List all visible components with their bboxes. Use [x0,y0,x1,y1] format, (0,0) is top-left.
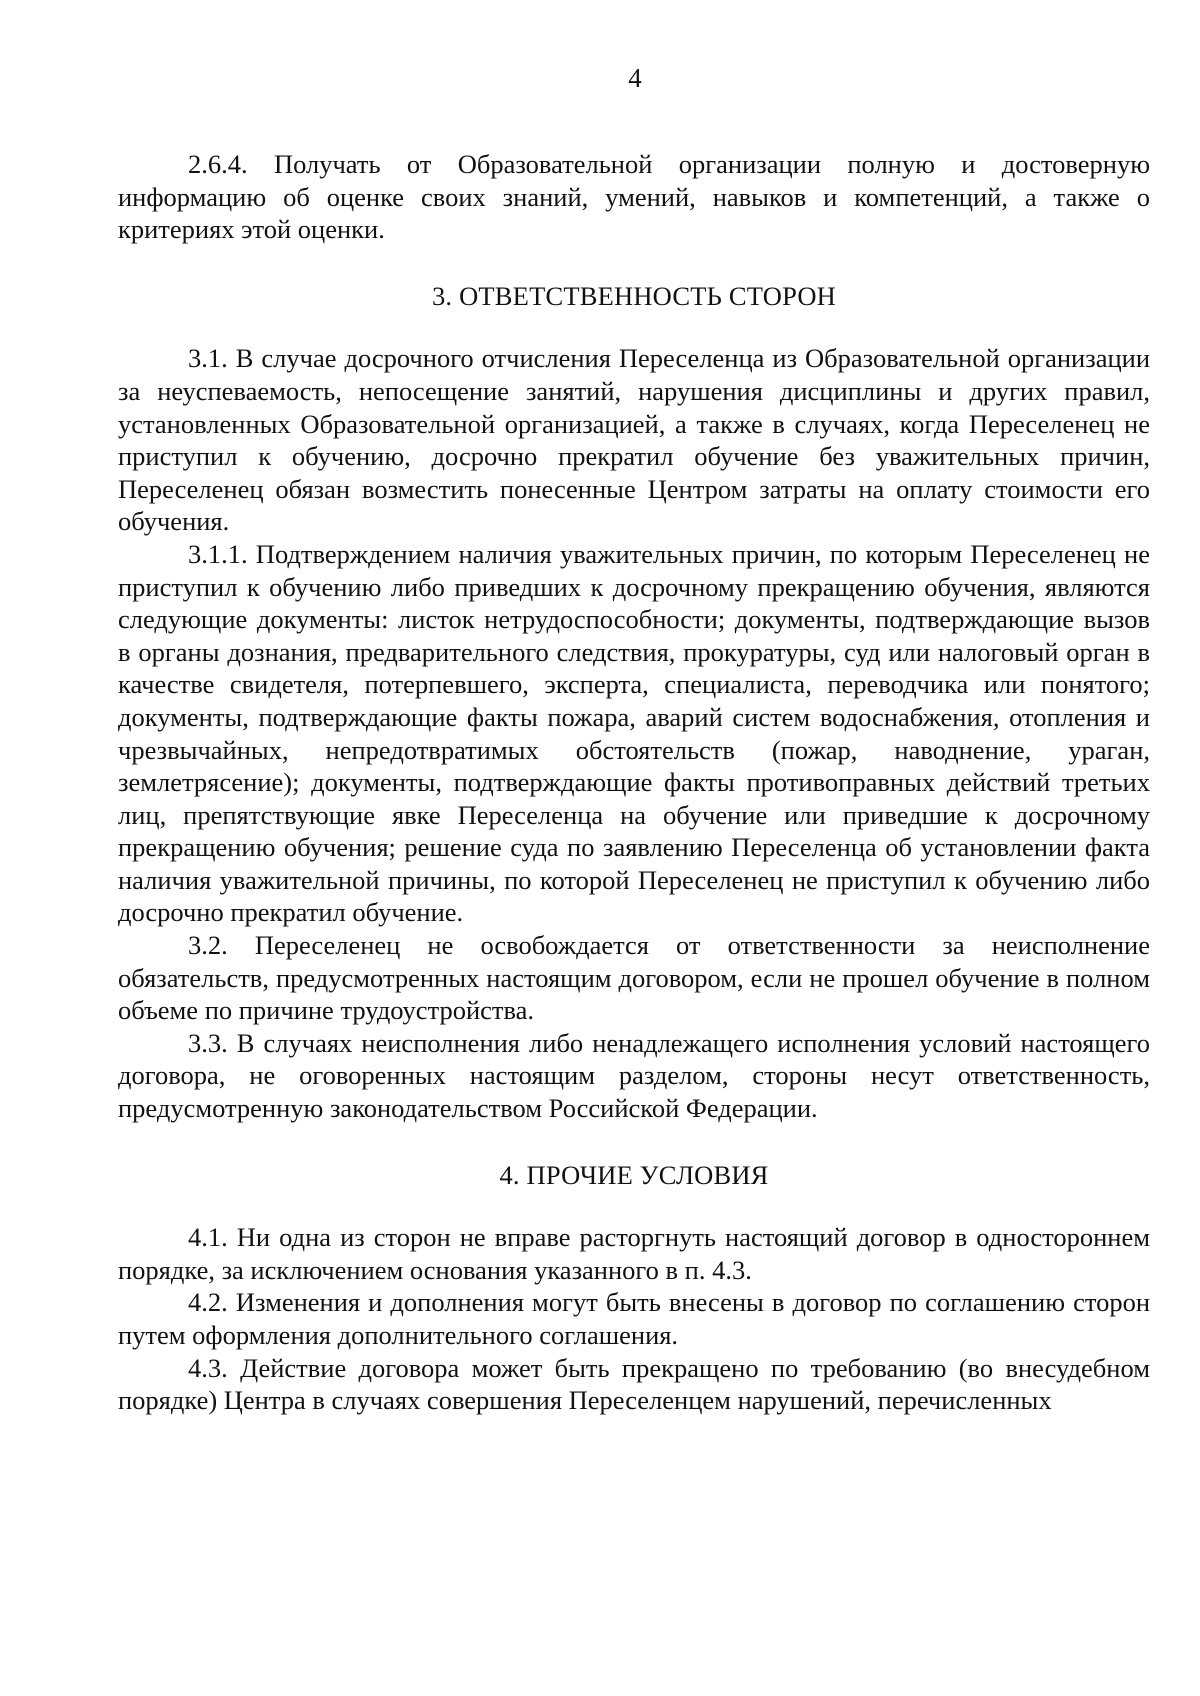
section-heading-4: 4. ПРОЧИЕ УСЛОВИЯ [499,1159,769,1190]
section-heading-3: 3. ОТВЕТСТВЕННОСТЬ СТОРОН [431,280,837,311]
clause-3-1: 3.1. В случае досрочного отчисления Переселенца из Образовательной организации за неуспеваемость, непосещение занятий, нарушения дисциплины и других правил, установленных Образовательной организацией, а также в случаях, когда Переселенец не приступил к обучению, досрочно прекратил обучение без уважительных причин, Переселенец обязан возместить понесенные Центром затраты на оплату стоимости его обучения. [118,343,1150,537]
clause-3-3: 3.3. В случаях неисполнения либо ненадлежащего исполнения условий настоящего договора, не оговоренных настоящим разделом, стороны несут ответственность, предусмотренную законодательством Российской Федерации. [118,1027,1150,1124]
clause-4-3: 4.3. Действие договора может быть прекращено по требованию (во внесудебном порядке) Центра в случаях совершения Переселенцем нарушений, перечисленных [118,1352,1150,1416]
clause-3-1-1: 3.1.1. Подтверждением наличия уважительных причин, по которым Переселенец не приступил к обучению либо приведших к досрочному прекращению обучения, являются следующие документы: листок нетрудоспособности; документы, подтверждающие вызов в органы дознания, предварительного следствия, прокуратуры, суд или налоговый орган в качестве свидетеля, потерпевшего, эксперта, специалиста, переводчика или понятого; документы, подтверждающие факты пожара, аварий систем водоснабжения, отопления и чрезвычайных, непредотвратимых обстоятельств (пожар, наводнение, ураган, землетрясение); документы, подтверждающие факты противоправных действий третьих лиц, препятствующие явке Переселенца на обучение или приведшие к досрочному прекращению обучения; решение суда по заявлению Переселенца об установлении факта наличия уважительной причины, по которой Переселенец не приступил к обучению либо досрочно прекратил обучение. [118,538,1150,928]
clause-4-1: 4.1. Ни одна из сторон не вправе расторгнуть настоящий договор в одностороннем порядке, за исключением основания указанного в п. 4.3. [118,1222,1150,1285]
clause-2-6-4: 2.6.4. Получать от Образовательной организации полную и достоверную информацию об оценке своих знаний, умений, навыков и компетенций, а также о критериях этой оценки. [118,149,1150,245]
page-number: 4 [628,63,642,93]
clause-4-2: 4.2. Изменения и дополнения могут быть внесены в договор по соглашению сторон путем оформления дополнительного соглашения. [118,1287,1150,1350]
clause-3-2: 3.2. Переселенец не освобождается от ответственности за неисполнение обязательств, предусмотренных настоящим договором, если не прошел обучение в полном объеме по причине трудоустройства. [118,930,1150,1026]
document-body [118,148,1150,1417]
